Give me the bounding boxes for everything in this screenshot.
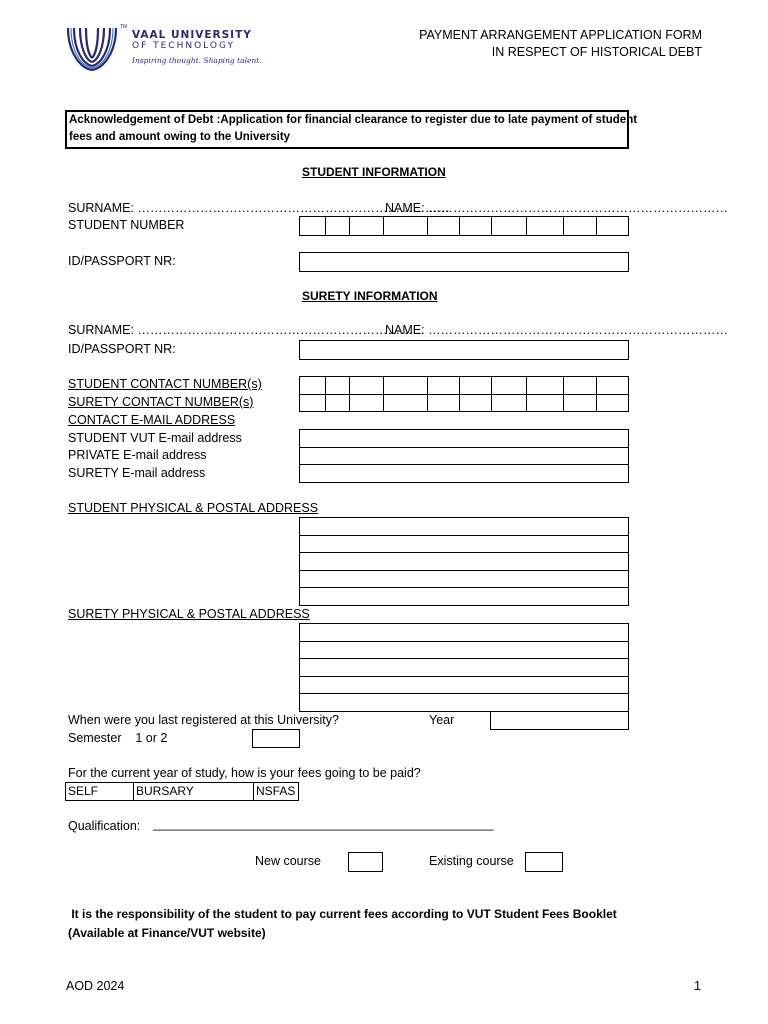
new-course-checkbox[interactable] xyxy=(348,852,383,872)
existing-course-label: Existing course xyxy=(429,854,514,868)
logo-sub: OF TECHNOLOGY xyxy=(132,41,235,51)
student-contact-cell[interactable] xyxy=(299,376,326,395)
surety-contact-cell[interactable] xyxy=(491,394,527,412)
surety-contact-cell[interactable] xyxy=(459,394,492,412)
fees-option-label: NSFAS xyxy=(256,784,296,798)
surety-address-line[interactable] xyxy=(299,693,629,712)
student-contact-cell[interactable] xyxy=(325,376,350,395)
student-address-line[interactable] xyxy=(299,552,629,571)
student-address-line[interactable] xyxy=(299,535,629,553)
email-heading: CONTACT E-MAIL ADDRESS xyxy=(68,413,236,427)
notice-line-1: It is the responsibility of the student to pay current fees according to VUT Student Fees Booklet xyxy=(68,907,617,921)
student-number-cell[interactable] xyxy=(325,216,350,236)
logo-tm: TM xyxy=(120,24,128,30)
student-address-line[interactable] xyxy=(299,517,629,536)
ack-line-1: Acknowledgement of Debt :Application for financial clearance to register due to late payment of student xyxy=(69,114,638,126)
footer-code: AOD 2024 xyxy=(66,979,125,993)
notice-line-2: (Available at Finance/VUT website) xyxy=(68,926,266,940)
student-surname-label: SURNAME: ………………………………………………………………… xyxy=(68,201,450,215)
student-contact-cell[interactable] xyxy=(427,376,460,395)
student-name-label: NAME: ……………………………………………………………… xyxy=(385,201,729,215)
student-number-cell[interactable] xyxy=(383,216,428,236)
student-number-cell[interactable] xyxy=(349,216,384,236)
surety-contact-cell[interactable] xyxy=(325,394,350,412)
student-number-cell[interactable] xyxy=(491,216,527,236)
surety-name-label: NAME: ……………………………………………………………… xyxy=(385,323,729,337)
surety-contact-cell[interactable] xyxy=(349,394,384,412)
student-id-label: ID/PASSPORT NR: xyxy=(68,254,176,268)
student-number-label: STUDENT NUMBER xyxy=(68,218,185,232)
student-contact-cell[interactable] xyxy=(349,376,384,395)
student-address-label: STUDENT PHYSICAL & POSTAL ADDRESS xyxy=(68,501,319,515)
surety-surname-label: SURNAME: …………………………………………………………… xyxy=(68,323,425,337)
student-contact-cell[interactable] xyxy=(459,376,492,395)
vut-emblem-icon xyxy=(62,24,122,74)
student-contact-cell[interactable] xyxy=(596,376,629,395)
student-contact-cell[interactable] xyxy=(383,376,428,395)
surety-contact-cell[interactable] xyxy=(526,394,564,412)
university-logo xyxy=(62,24,262,72)
surety-info-heading: SURETY INFORMATION xyxy=(302,289,438,303)
surety-contact-cell[interactable] xyxy=(563,394,597,412)
surety-id-label: ID/PASSPORT NR: xyxy=(68,342,176,356)
surety-email-label: SURETY E-mail address xyxy=(68,466,206,480)
student-number-cell[interactable] xyxy=(459,216,492,236)
private-email-field[interactable] xyxy=(299,447,629,465)
logo-name: VAAL UNIVERSITY xyxy=(132,29,252,41)
student-number-cell[interactable] xyxy=(526,216,564,236)
surety-address-line[interactable] xyxy=(299,641,629,659)
fees-option-self[interactable] xyxy=(65,782,134,801)
page-number: 1 xyxy=(694,979,701,993)
student-email-field[interactable] xyxy=(299,429,629,448)
qualification-label: Qualification: xyxy=(68,819,141,833)
student-address-line[interactable] xyxy=(299,570,629,588)
acknowledgement-box xyxy=(65,110,638,149)
surety-contact-label: SURETY CONTACT NUMBER(s) xyxy=(68,395,254,409)
student-number-cell[interactable] xyxy=(299,216,326,236)
surety-address-label: SURETY PHYSICAL & POSTAL ADDRESS xyxy=(68,607,310,621)
student-contact-cell[interactable] xyxy=(563,376,597,395)
ack-line-2: fees and amount owing to the University xyxy=(69,131,291,143)
semester-field[interactable] xyxy=(252,729,300,748)
surety-contact-cell[interactable] xyxy=(299,394,326,412)
year-field[interactable] xyxy=(490,711,629,730)
student-info-heading: STUDENT INFORMATION xyxy=(302,165,446,179)
surety-address-line[interactable] xyxy=(299,623,629,642)
fees-question: For the current year of study, how is your fees going to be paid? xyxy=(68,766,421,780)
fees-option-nsfas[interactable] xyxy=(253,782,299,801)
last-registered-question: When were you last registered at this University? xyxy=(68,713,339,727)
form-title-line-2: IN RESPECT OF HISTORICAL DEBT xyxy=(491,45,702,59)
qualification-line[interactable]: _______________________________________________ xyxy=(153,817,494,831)
surety-contact-cell[interactable] xyxy=(596,394,629,412)
surety-contact-cell[interactable] xyxy=(383,394,428,412)
student-number-cell[interactable] xyxy=(563,216,597,236)
student-address-line[interactable] xyxy=(299,587,629,606)
private-email-label: PRIVATE E-mail address xyxy=(68,448,207,462)
logo-tagline: Inspiring thought. Shaping talent. xyxy=(132,56,262,65)
student-contact-cell[interactable] xyxy=(526,376,564,395)
surety-contact-cell[interactable] xyxy=(427,394,460,412)
fees-option-bursary[interactable] xyxy=(133,782,254,801)
year-label: Year xyxy=(429,713,455,727)
existing-course-checkbox[interactable] xyxy=(525,852,563,872)
fees-option-label: SELF xyxy=(68,784,99,798)
student-contact-label: STUDENT CONTACT NUMBER(s) xyxy=(68,377,262,391)
surety-address-line[interactable] xyxy=(299,676,629,694)
surety-email-field[interactable] xyxy=(299,464,629,483)
new-course-label: New course xyxy=(255,854,321,868)
student-number-cell[interactable] xyxy=(427,216,460,236)
student-contact-cell[interactable] xyxy=(491,376,527,395)
form-title-line-1: PAYMENT ARRANGEMENT APPLICATION FORM xyxy=(419,28,702,42)
student-id-field[interactable] xyxy=(299,252,629,272)
form-title xyxy=(419,27,702,61)
fees-option-label: BURSARY xyxy=(136,784,194,798)
semester-label: Semester 1 or 2 xyxy=(68,731,168,745)
student-number-cell[interactable] xyxy=(596,216,629,236)
surety-address-line[interactable] xyxy=(299,658,629,677)
student-email-label: STUDENT VUT E-mail address xyxy=(68,431,242,445)
surety-id-field[interactable] xyxy=(299,340,629,360)
